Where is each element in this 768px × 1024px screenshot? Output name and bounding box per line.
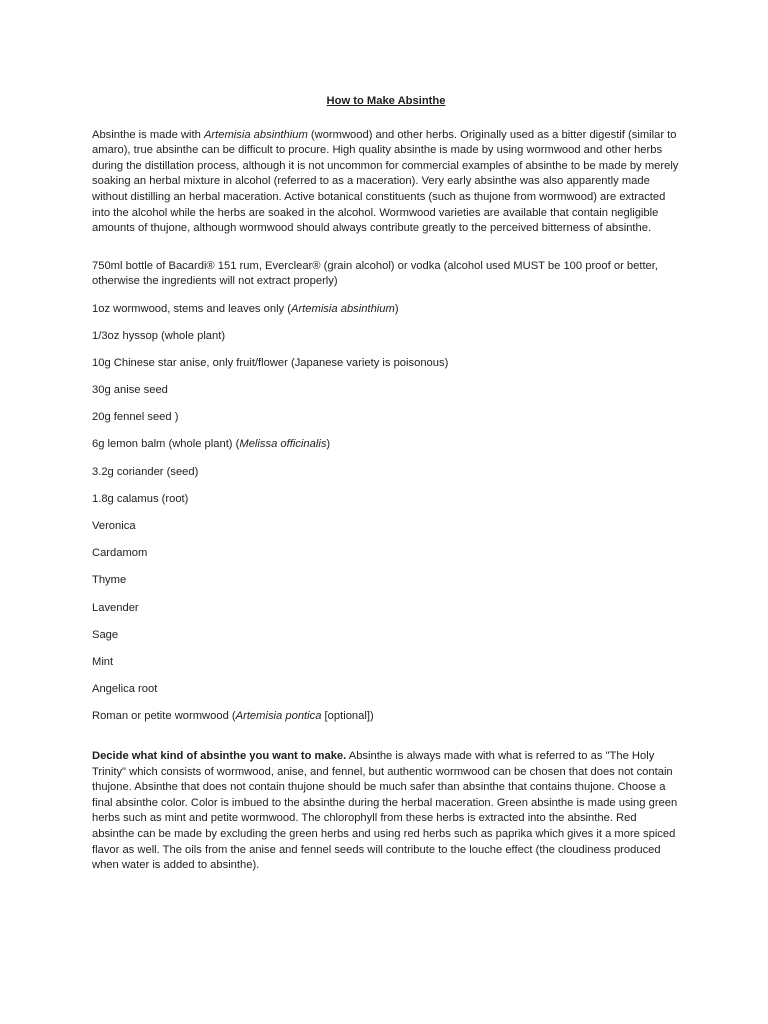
ingredient-text: 6g lemon balm (whole plant) ( [92,438,240,451]
ingredient-text: Lavender [92,601,139,614]
ingredient-item [92,573,680,589]
ingredient-item [92,259,680,290]
ingredient-item [92,383,680,399]
ingredient-text: 20g fennel seed ) [92,411,179,424]
ingredient-item [92,410,680,426]
ingredient-item [92,465,680,481]
ingredient-text-end: ) [394,302,399,315]
ingredient-text: Thyme [92,574,127,587]
intro-text-rest: (wormwood) and other herbs. Originally used as a bitter digestif (similar to amaro), true absinthe can be difficult to procure. High quality absinthe is made by using wormwood and other herbs during the distillation process, although it is not uncommon for commercial examples of absinthe to be made by merely soaking an herbal mixture in alcohol (referred to as a maceration). Very early absinthe was also apparently made without distilling an herbal maceration. Active botanical constituents (such as thujone from wormwood) are extracted into the alcohol while the herbs are soaked in the alcohol. Wormwood varieties are available that contain negligible amounts of thujone, although wormwood should always contribute greatly to the perceived bitterness of absinthe. [92,128,679,235]
ingredient-text: Veronica [92,520,136,533]
ingredient-text: 750ml bottle of Bacardi® 151 rum, Everclear® (grain alcohol) or vodka (alcohol used MUST be 100 proof or better, otherwise the ingredients will not extract properly) [92,259,658,288]
intro-scientific-name: Artemisia absinthium [203,128,308,141]
intro-paragraph [92,128,680,237]
ingredient-item [92,492,680,508]
ingredient-text: Roman or petite wormwood ( [92,710,236,723]
ingredient-scientific-name: Artemisia pontica [235,710,322,723]
ingredient-list [92,259,680,725]
ingredient-text: 1/3oz hyssop (whole plant) [92,329,226,342]
ingredient-text-end: ) [326,438,331,451]
ingredient-item [92,628,680,644]
ingredient-text: Angelica root [92,683,158,696]
ingredient-item [92,601,680,617]
ingredient-scientific-name: Melissa officinalis [239,438,327,451]
ingredient-item [92,329,680,345]
ingredient-text: 3.2g coriander (seed) [92,465,199,478]
ingredient-text: 1oz wormwood, stems and leaves only ( [92,302,291,315]
ingredient-text: 10g Chinese star anise, only fruit/flower (Japanese variety is poisonous) [92,356,449,369]
ingredient-text-end: [optional]) [321,710,374,723]
ingredient-text: Mint [92,655,114,668]
ingredient-item [92,519,680,535]
ingredient-item [92,709,680,725]
ingredient-item [92,546,680,562]
ingredient-text: Cardamom [92,547,148,560]
page-title: How to Make Absinthe [326,95,446,107]
ingredient-item [92,655,680,671]
decide-body: Absinthe is always made with what is referred to as "The Holy Trinity" which consists of wormwood, anise, and fennel, but authentic wormwood can be chosen that does not contain thujone. Absinthe that does not contain thujone should be much safer than absinthe that contains thujone. Choose a final absinthe color. Color is imbued to the absinthe during the herbal maceration. Green absinthe is made using green herbs such as mint and petite wormwood. The chlorophyll from these herbs is extracted into the absinthe. Red absinthe can be made by excluding the green herbs and using red herbs such as paprika which gives it a more spiced flavor as well. The oils from the anise and fennel seeds will contribute to the louche effect (the cloudiness produced when water is added to absinthe). [92,749,678,872]
ingredient-item [92,302,680,318]
ingredient-text: 30g anise seed [92,384,168,397]
ingredient-text: Sage [92,628,119,641]
ingredient-item [92,437,680,453]
ingredient-scientific-name: Artemisia absinthium [290,302,395,315]
ingredient-text: 1.8g calamus (root) [92,492,189,505]
decide-paragraph [92,749,680,874]
ingredient-item [92,356,680,372]
ingredient-item [92,682,680,698]
decide-heading: Decide what kind of absinthe you want to make. [92,749,347,762]
intro-text-start: Absinthe is made with [92,128,204,141]
